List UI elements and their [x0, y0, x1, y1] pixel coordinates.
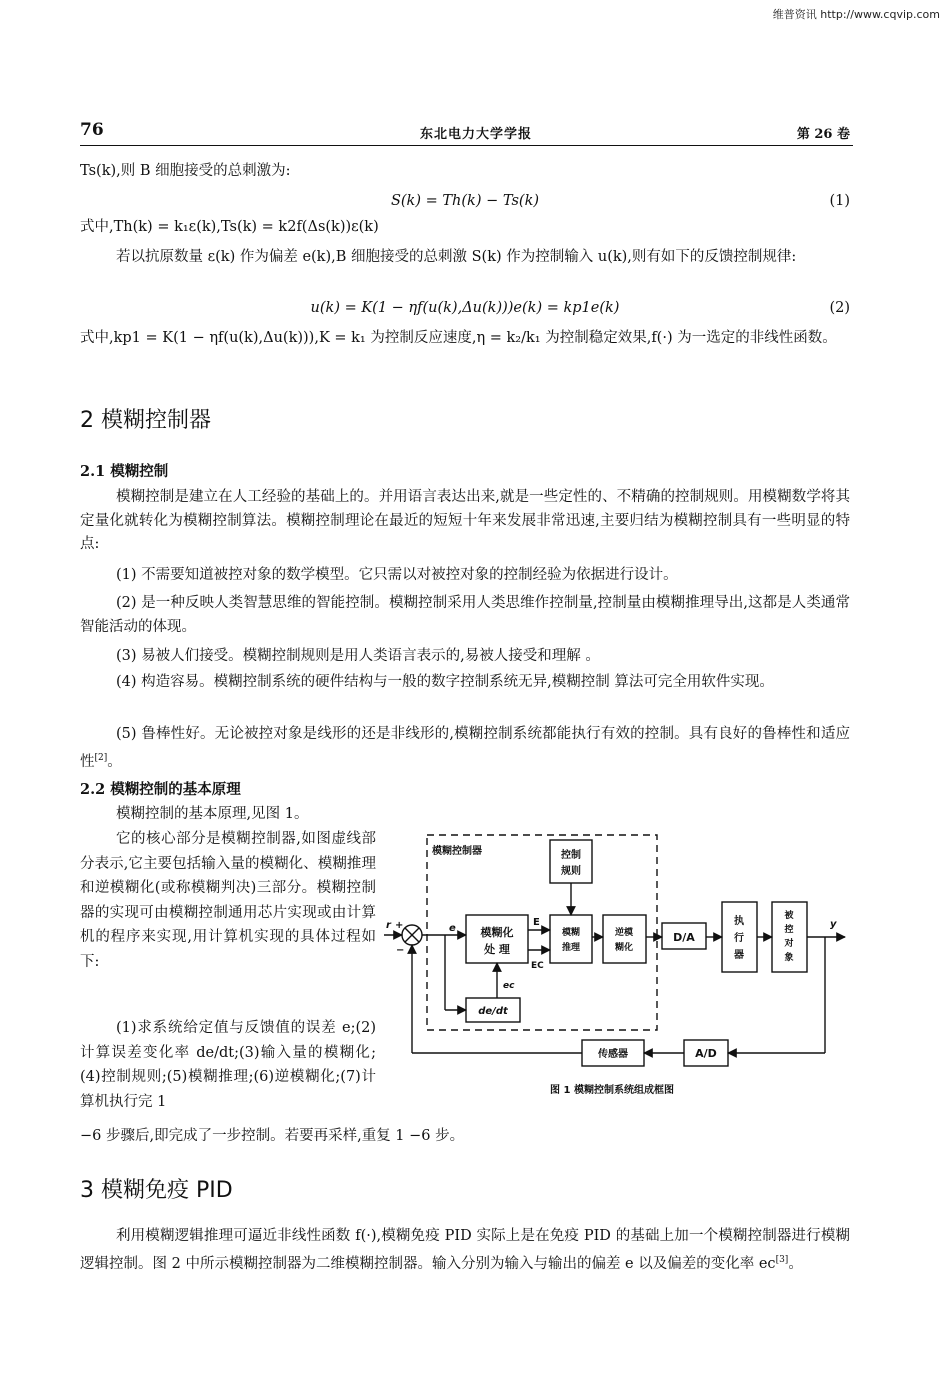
equation-1-expr: S(k) = Th(k) − Ts(k)	[390, 193, 540, 209]
paragraph-9: (4) 构造容易。模糊控制系统的硬件结构与一般的数字控制系统无异,模糊控制 算法可完全用软件实现。	[116, 674, 774, 690]
inference-label-1: 模糊	[561, 928, 581, 938]
equation-2-expr: u(k) = K(1 − ηf(u(k),Δu(k)))e(k) = kp1e(k)	[310, 300, 620, 316]
paragraph-14: −6 步骤后,即完成了一步控制。若要再采样,重复 1 −6 步。	[80, 1128, 465, 1144]
plant-char-1: 被	[784, 911, 794, 921]
actuator-char-3: 器	[734, 950, 744, 961]
inference-block	[550, 915, 592, 963]
defuzzify-label-2: 糊化	[614, 943, 634, 953]
signal-minus: −	[396, 945, 405, 956]
paragraph-11: 模糊控制的基本原理,见图 1。	[116, 806, 309, 822]
controller-label: 模糊控制器	[432, 846, 482, 857]
paragraph-8: (3) 易被人们接受。模糊控制规则是用人类语言表示的,易被人接受和理解 。	[116, 648, 600, 664]
section-heading-2: 2 模糊控制器	[80, 408, 211, 433]
signal-y: y	[830, 919, 837, 930]
plant-char-2: 控	[784, 925, 794, 935]
paragraph-3: 若以抗原数量 ε(k) 作为偏差 e(k),B 细胞接受的总刺激 S(k) 作为控制输入 u(k),则有如下的反馈控制规律:	[116, 249, 797, 265]
page-number: 76	[80, 120, 104, 140]
signal-ec: ec	[503, 981, 515, 991]
paragraph-13: (1)求系统给定值与反馈值的误差 e;(2)计算误差变化率 de/dt;(3)输入量的模糊化;(4)控制规则;(5)模糊推理;(6)逆模糊化;(7)计算机执行完 1	[80, 1020, 376, 1110]
journal-name: 东北电力大学学报	[420, 127, 533, 142]
citation-2: [2]	[94, 752, 108, 763]
paragraph-5: 模糊控制是建立在人工经验的基础上的。并用语言表达出来,就是一些定性的、不精确的控制规则。用模糊数学将其定量化就转化为模糊控制算法。模糊控制理论在最近的短短十年来发展非常迅速,主要归结为模糊控制具有一些明显的特点:	[80, 489, 850, 552]
signal-r: r	[386, 920, 391, 931]
plant-char-4: 象	[784, 953, 794, 963]
plant-char-3: 对	[784, 939, 794, 949]
paragraph-7: (2) 是一种反映人类智慧思维的智能控制。模糊控制采用人类思维作控制量,控制量由模糊推理导出,这都是人类通常智能活动的体现。	[80, 595, 850, 635]
volume-label: 第 26 卷	[796, 127, 850, 142]
fuzzify-label-2: 处 理	[484, 943, 510, 956]
rules-label-2: 规则	[561, 866, 581, 877]
paragraph-12: 它的核心部分是模糊控制器,如图虚线部分表示,它主要包括输入量的模糊化、模糊推理和逆模糊化(或称模糊判决)三部分。模糊控制器的实现可由模糊控制通用芯片实现或由计算机的程序来实现,用计算机实现的具体过程如下:	[80, 831, 376, 970]
signal-E: E	[533, 917, 540, 928]
paragraph-10-text: (5) 鲁棒性好。无论被控对象是线形的还是非线形的,模糊控制系统都能执行有效的控制。具有良好的鲁棒性和适应性	[80, 726, 850, 770]
section-heading-3: 3 模糊免疫 PID	[80, 1178, 233, 1203]
sensor-label: 传感器	[598, 1049, 628, 1060]
paragraph-1: Ts(k),则 B 细胞接受的总刺激为:	[80, 163, 291, 179]
paragraph-15-text: 利用模糊逻辑推理可逼近非线性函数 f(·),模糊免疫 PID 实际上是在免疫 PID 的基础上加一个模糊控制器进行模糊逻辑控制。图 2 中所示模糊控制器为二维模糊控制器。输入分别为输入与输出的偏差 e 以及偏差的变化率 ec	[80, 1228, 850, 1272]
paragraph-4: 式中,kp1 = K(1 − ηf(u(k),Δu(k))),K = k₁ 为控制反应速度,η = k₂/k₁ 为控制稳定效果,f(·) 为一选定的非线性函数。	[80, 330, 837, 346]
paragraph-6: (1) 不需要知道被控对象的数学模型。它只需以对被控对象的控制经验为依据进行设计。	[116, 567, 678, 583]
defuzzify-label-1: 逆模	[614, 928, 634, 938]
actuator-char-2: 行	[734, 933, 744, 944]
paragraph-10-end: 。	[107, 753, 122, 770]
fuzzify-label-1: 模糊化	[480, 926, 514, 939]
equation-2-number: (2)	[829, 300, 850, 316]
defuzzify-block	[603, 915, 646, 963]
rules-label-1: 控制	[561, 850, 581, 861]
paragraph-2: 式中,Th(k) = k₁ε(k),Ts(k) = k2f(Δs(k))ε(k)	[80, 219, 379, 235]
signal-e: e	[449, 923, 456, 934]
equation-1-number: (1)	[829, 193, 850, 209]
paragraph-15-end: 。	[788, 1255, 803, 1272]
actuator-char-1: 执	[734, 916, 744, 927]
da-label: D/A	[673, 931, 695, 944]
ad-label: A/D	[695, 1047, 717, 1060]
citation-3: [3]	[775, 1254, 789, 1265]
signal-plus: +	[395, 920, 404, 931]
figure-1-caption: 图 1 模糊控制系统组成框图	[550, 1085, 674, 1096]
subsection-heading-2-2: 2.2 模糊控制的基本原理	[80, 781, 241, 798]
signal-EC: EC	[531, 961, 544, 971]
subsection-heading-2-1: 2.1 模糊控制	[80, 463, 169, 480]
watermark: 维普资讯 http://www.cqvip.com	[772, 8, 940, 21]
dedt-label: de/dt	[478, 1006, 508, 1017]
inference-label-2: 推理	[561, 943, 581, 953]
